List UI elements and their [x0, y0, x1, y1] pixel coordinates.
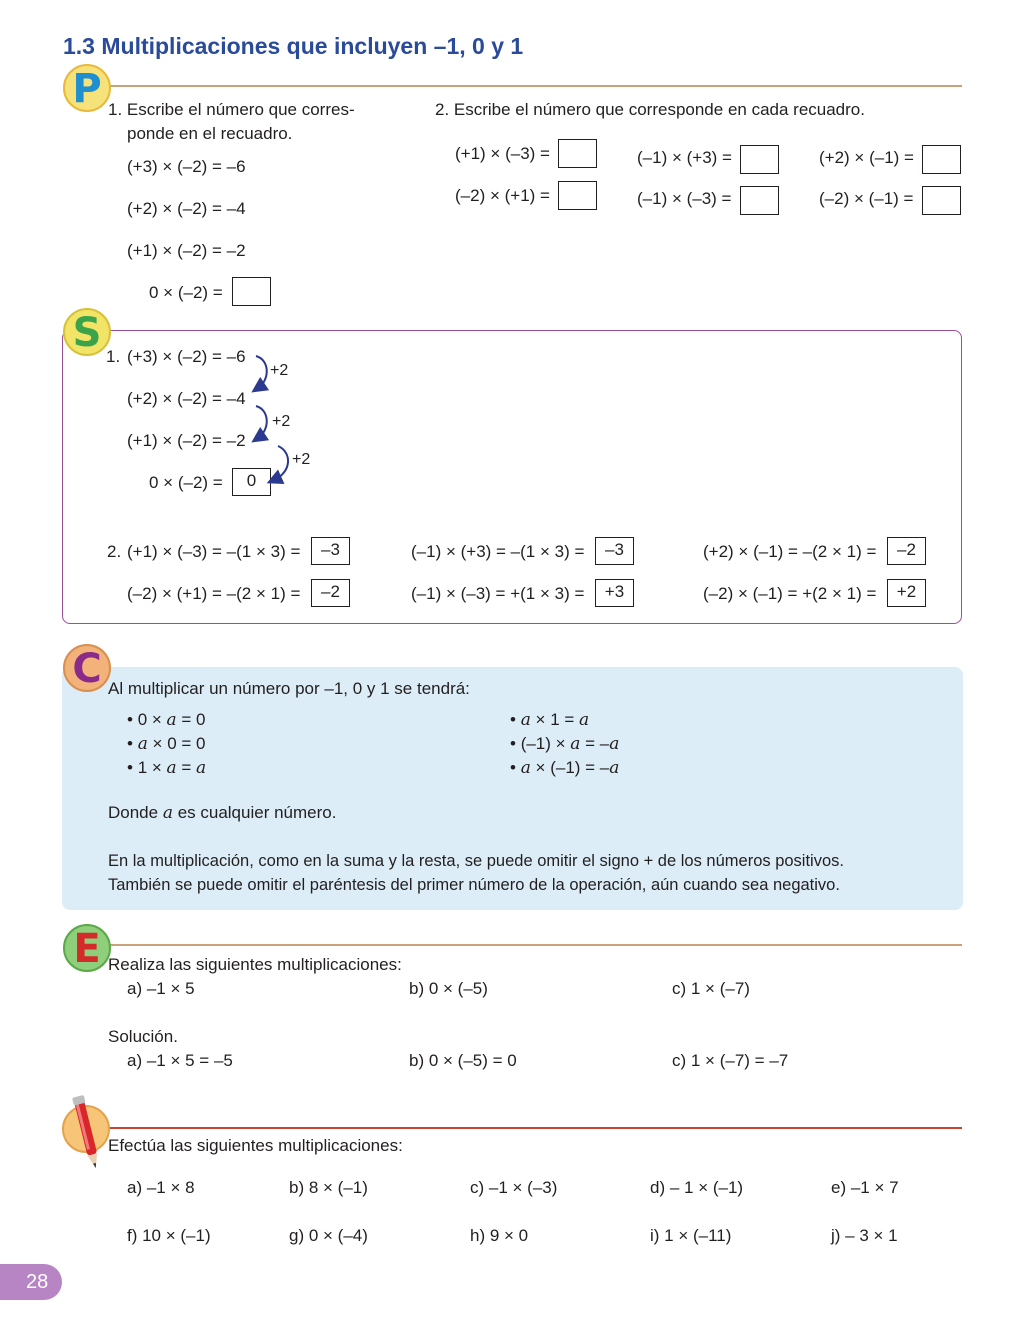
q2-item: (+1) × (–3) = — [455, 144, 550, 163]
answer-box[interactable] — [558, 139, 597, 168]
conclusion-panel — [62, 667, 963, 910]
s2-expr: (+2) × (–1) = –(2 × 1) = — [703, 542, 877, 561]
s2-answer-box: +2 — [887, 579, 926, 607]
answer-box[interactable] — [232, 277, 271, 306]
where-a-note: Donde a es cualquier número. — [108, 803, 337, 823]
example-item: b) 0 × (–5) — [409, 979, 488, 998]
q1-row: (+2) × (–2) = –4 — [127, 199, 246, 218]
section-rule-p — [88, 85, 962, 87]
answer-box[interactable] — [740, 145, 779, 174]
badge-c-icon: C — [63, 644, 111, 692]
example-answer: a) –1 × 5 = –5 — [127, 1051, 233, 1070]
rule-item: • a × 1 = a — [510, 710, 590, 730]
example-answer: b) 0 × (–5) = 0 — [409, 1051, 517, 1070]
rule-item: • a × 0 = 0 — [127, 734, 206, 754]
exercise-item: f) 10 × (–1) — [127, 1226, 211, 1245]
s2-expr: (+1) × (–3) = –(1 × 3) = — [127, 542, 301, 561]
badge-e-icon: E — [63, 924, 111, 972]
rule-item: • (–1) × a = –a — [510, 734, 620, 754]
note-line: En la multiplicación, como en la suma y la resta, se puede omitir el signo + de los números positivos. — [108, 852, 844, 870]
q1-row: 0 × (–2) = — [149, 283, 223, 302]
section-rule-exercise — [88, 1127, 962, 1129]
example-answer: c) 1 × (–7) = –7 — [672, 1051, 789, 1070]
q2-item: (–1) × (+3) = — [637, 148, 732, 167]
s2-expr: (–2) × (–1) = +(2 × 1) = — [703, 584, 877, 603]
exercise-item: h) 9 × 0 — [470, 1226, 529, 1245]
rule-item: • 0 × a = 0 — [127, 710, 206, 730]
q2-item: (–1) × (–3) = — [637, 189, 732, 208]
conclusion-intro: Al multiplicar un número por –1, 0 y 1 se tendrá: — [108, 679, 470, 698]
section-rule-e — [88, 944, 962, 946]
answer-box[interactable] — [922, 145, 961, 174]
example-item: a) –1 × 5 — [127, 979, 195, 998]
exercise-prompt: Efectúa las siguientes multiplicaciones: — [108, 1136, 403, 1155]
exercise-item: i) 1 × (–11) — [650, 1226, 732, 1245]
rule-item: • 1 × a = a — [127, 758, 207, 778]
s2-answer-box: –2 — [887, 537, 926, 565]
q2-item: (+2) × (–1) = — [819, 148, 914, 167]
rule-item: • a × (–1) = –a — [510, 758, 620, 778]
exercise-item: j) – 3 × 1 — [831, 1226, 898, 1245]
s2-expr: (–1) × (+3) = –(1 × 3) = — [411, 542, 585, 561]
badge-p-icon: P — [63, 64, 111, 112]
answer-box[interactable] — [922, 186, 961, 215]
q2-header: 2. Escribe el número que corresponde en cada recuadro. — [435, 100, 865, 119]
s1-row: (+1) × (–2) = –2 — [127, 431, 246, 450]
exercise-item: c) –1 × (–3) — [470, 1178, 558, 1197]
s1-number: 1. — [106, 347, 121, 366]
page-number-tab — [0, 1264, 62, 1300]
page-number: 28 — [26, 1271, 49, 1293]
q1-line2: ponde en el recuadro. — [127, 124, 293, 143]
s2-expr: (–2) × (+1) = –(2 × 1) = — [127, 584, 301, 603]
page-title: 1.3 Multiplicaciones que incluyen –1, 0 y 1 — [63, 33, 524, 59]
q2-item: (–2) × (–1) = — [819, 189, 914, 208]
example-item: c) 1 × (–7) — [672, 979, 750, 998]
step-label: +2 — [272, 413, 291, 430]
s2-expr: (–1) × (–3) = +(1 × 3) = — [411, 584, 585, 603]
s2-answer-box: –3 — [595, 537, 634, 565]
exercise-item: a) –1 × 8 — [127, 1178, 195, 1197]
q1-row: (+1) × (–2) = –2 — [127, 241, 246, 260]
q2-item: (–2) × (+1) = — [455, 186, 550, 205]
example-prompt: Realiza las siguientes multiplicaciones: — [108, 955, 402, 974]
note-line: También se puede omitir el paréntesis del primer número de la operación, aún cuando sea negativo. — [108, 876, 840, 894]
pencil-icon — [60, 1093, 116, 1173]
exercise-item: g) 0 × (–4) — [289, 1226, 368, 1245]
badge-s-icon: S — [63, 308, 111, 356]
s2-answer-box: +3 — [595, 579, 634, 607]
step-label: +2 — [270, 362, 289, 379]
q1-row: (+3) × (–2) = –6 — [127, 157, 246, 176]
answer-box[interactable] — [558, 181, 597, 210]
s2-number: 2. — [107, 542, 122, 561]
answer-box[interactable] — [740, 186, 779, 215]
exercise-item: b) 8 × (–1) — [289, 1178, 368, 1197]
exercise-item: d) – 1 × (–1) — [650, 1178, 744, 1197]
s1-answer-box: 0 — [232, 468, 271, 496]
s1-row: (+3) × (–2) = –6 — [127, 347, 246, 366]
s2-answer-box: –3 — [311, 537, 350, 565]
s1-row: 0 × (–2) = — [149, 473, 223, 492]
q1-line1: 1. Escribe el número que corres- — [108, 100, 355, 119]
step-label: +2 — [292, 451, 311, 468]
s1-row: (+2) × (–2) = –4 — [127, 389, 246, 408]
solution-label: Solución. — [108, 1027, 178, 1046]
s2-answer-box: –2 — [311, 579, 350, 607]
exercise-item: e) –1 × 7 — [831, 1178, 899, 1197]
